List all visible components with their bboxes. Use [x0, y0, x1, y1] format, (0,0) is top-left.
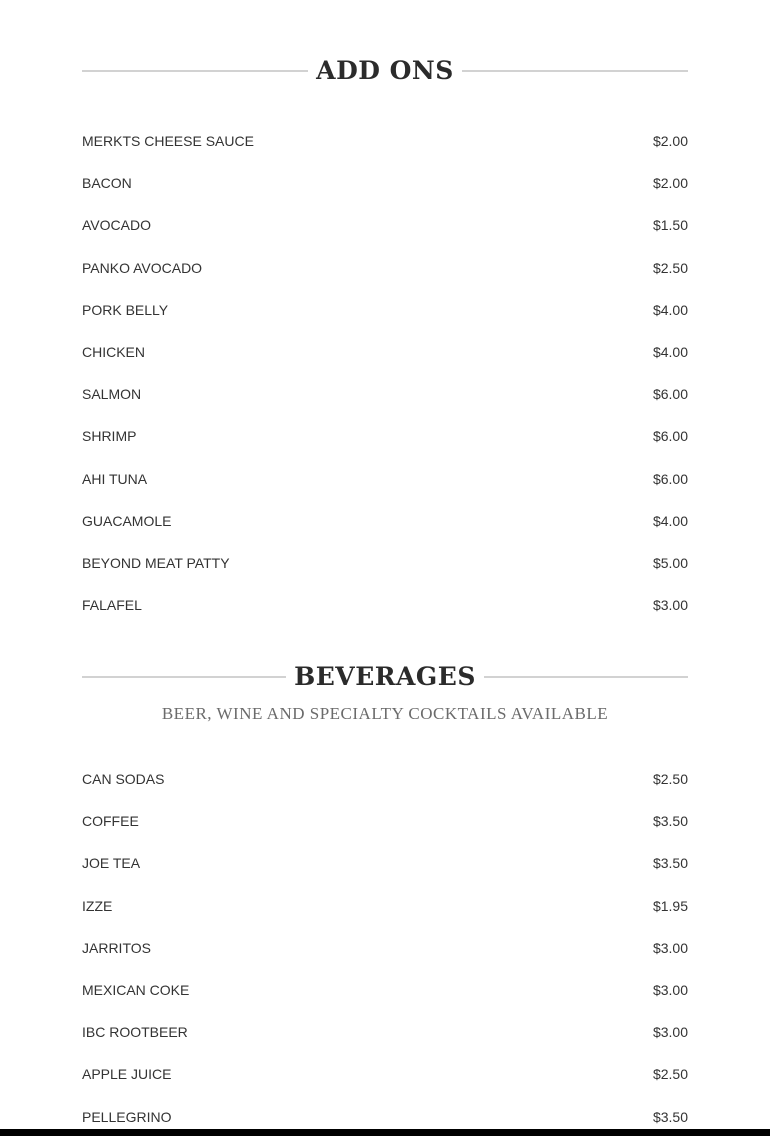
item-name: FALAFEL	[82, 597, 142, 614]
item-price: $2.50	[652, 259, 688, 276]
menu-item	[82, 289, 688, 331]
item-name: PANKO AVOCADO	[82, 259, 203, 276]
item-price: $2.50	[652, 771, 688, 788]
item-price: $5.00	[652, 554, 688, 571]
beverages-list	[82, 758, 688, 1138]
item-price: $6.00	[652, 470, 688, 487]
menu-item	[82, 500, 688, 542]
item-name: JOE TEA	[82, 855, 141, 872]
divider-right	[462, 70, 688, 72]
item-price: $4.00	[652, 301, 688, 318]
menu-item	[82, 373, 688, 415]
item-price: $2.50	[652, 1066, 688, 1083]
menu-item	[82, 584, 688, 626]
item-name: MEXICAN COKE	[82, 982, 190, 999]
item-price: $1.95	[652, 897, 688, 914]
addons-list	[82, 120, 688, 626]
item-name: BACON	[82, 175, 132, 192]
menu-item	[82, 1011, 688, 1053]
item-name: CHICKEN	[82, 344, 146, 361]
menu-item	[82, 415, 688, 457]
item-price: $4.00	[652, 512, 688, 529]
item-price: $3.00	[652, 939, 688, 956]
item-name: COFFEE	[82, 813, 139, 830]
beverages-subtitle: BEER, WINE AND SPECIALTY COCKTAILS AVAILABLE	[161, 704, 609, 723]
menu-item	[82, 969, 688, 1011]
menu-item	[82, 885, 688, 927]
item-name: APPLE JUICE	[82, 1066, 172, 1083]
item-name: CAN SODAS	[82, 771, 165, 788]
menu-item	[82, 842, 688, 884]
menu-item	[82, 758, 688, 800]
item-name: IZZE	[82, 897, 113, 914]
divider-right	[484, 676, 688, 678]
item-name: BEYOND MEAT PATTY	[82, 554, 230, 571]
bottom-bar	[0, 1129, 770, 1136]
item-name: IBC ROOTBEER	[82, 1024, 188, 1041]
menu-item	[82, 542, 688, 584]
item-price: $2.00	[652, 175, 688, 192]
divider-left	[82, 70, 308, 72]
item-price: $4.00	[652, 344, 688, 361]
divider-left	[82, 676, 286, 678]
beverages-title: BEVERAGES	[294, 662, 476, 691]
item-name: PORK BELLY	[82, 301, 169, 318]
item-price: $3.50	[652, 855, 688, 872]
item-price: $2.00	[652, 133, 688, 150]
item-price: $3.00	[652, 982, 688, 999]
menu-item	[82, 927, 688, 969]
item-price: $1.50	[652, 217, 688, 234]
item-name: SHRIMP	[82, 428, 137, 445]
item-name: PELLEGRINO	[82, 1108, 172, 1125]
item-price: $3.00	[652, 597, 688, 614]
item-name: AVOCADO	[82, 217, 151, 234]
menu-item	[82, 800, 688, 842]
item-name: MERKTS CHEESE SAUCE	[82, 133, 254, 150]
menu-item	[82, 204, 688, 246]
beverages-section-header	[82, 662, 688, 692]
menu-item	[82, 1053, 688, 1095]
menu-item	[82, 331, 688, 373]
item-price: $6.00	[652, 428, 688, 445]
menu-item	[82, 458, 688, 500]
menu-item	[82, 247, 688, 289]
addons-title: ADD ONS	[316, 56, 454, 85]
item-price: $3.50	[652, 813, 688, 830]
item-name: SALMON	[82, 386, 142, 403]
menu-item	[82, 120, 688, 162]
item-name: AHI TUNA	[82, 470, 148, 487]
item-price: $3.00	[652, 1024, 688, 1041]
item-name: JARRITOS	[82, 939, 151, 956]
item-price: $6.00	[652, 386, 688, 403]
item-name: GUACAMOLE	[82, 512, 172, 529]
addons-section-header	[82, 56, 688, 86]
item-price: $3.50	[652, 1108, 688, 1125]
menu-item	[82, 162, 688, 204]
